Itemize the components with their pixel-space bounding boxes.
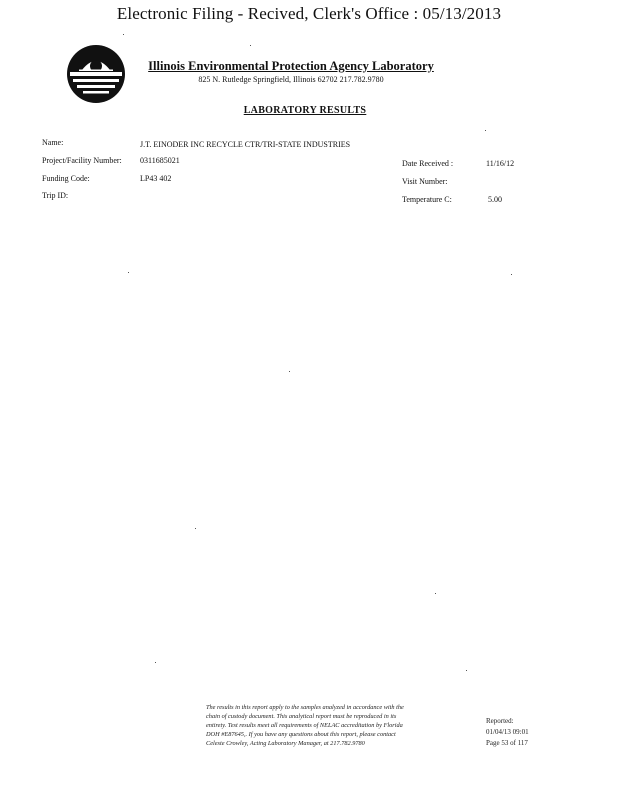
disclaimer-line: Celeste Crowley, Acting Laboratory Manager, at 217.782.9780 xyxy=(206,740,365,747)
date-received-label: Date Received : xyxy=(402,159,454,168)
page-number: Page 53 of 117 xyxy=(486,739,528,747)
electronic-filing-header: Electronic Filing - Recived, Clerk's Office : 05/13/2013 xyxy=(116,4,502,23)
reported-block xyxy=(486,716,529,749)
project-facility-label: Project/Facility Number: xyxy=(42,156,122,165)
scan-speck xyxy=(123,34,124,35)
disclaimer-line: DOH #E87645,. If you have any questions about this report, please contact xyxy=(206,731,396,738)
name-value: J.T. EINODER INC RECYCLE CTR/TRI-STATE INDUSTRIES xyxy=(140,140,351,149)
scan-speck xyxy=(128,272,129,273)
results-disclaimer xyxy=(206,703,450,748)
scan-speck xyxy=(289,371,290,372)
scan-speck xyxy=(250,45,251,46)
reported-label: Reported: xyxy=(486,717,514,725)
temperature-value: 5.00 xyxy=(488,195,502,204)
scan-speck xyxy=(155,662,156,663)
reported-value: 01/04/13 09:01 xyxy=(486,728,529,736)
project-facility-value: 0311685021 xyxy=(140,156,180,165)
visit-number-label: Visit Number: xyxy=(402,177,448,186)
scan-speck xyxy=(435,593,436,594)
scan-speck xyxy=(195,528,196,529)
laboratory-name: Illinois Environmental Protection Agency Laboratory xyxy=(148,59,434,73)
disclaimer-line: chain of custody document. This analytical report must be reproduced in its xyxy=(206,713,397,720)
illinois-epa-logo-icon xyxy=(66,44,126,104)
scan-speck xyxy=(466,670,467,671)
funding-code-label: Funding Code: xyxy=(42,174,90,183)
funding-code-value: LP43 402 xyxy=(140,174,172,183)
scan-speck xyxy=(511,274,512,275)
scan-speck xyxy=(485,130,486,131)
temperature-label: Temperature C: xyxy=(402,195,452,204)
laboratory-address: 825 N. Rutledge Springfield, Illinois 62702 217.782.9780 xyxy=(198,75,384,84)
trip-id-label: Trip ID: xyxy=(42,191,69,200)
disclaimer-line: The results in this report apply to the samples analyzed in accordance with the xyxy=(206,704,404,711)
disclaimer-line: entirety. Test results meet all requirements of NELAC accreditation by Florida xyxy=(206,722,403,729)
report-title: LABORATORY RESULTS xyxy=(243,105,367,116)
date-received-value: 11/16/12 xyxy=(486,159,515,168)
name-label: Name: xyxy=(42,138,64,147)
